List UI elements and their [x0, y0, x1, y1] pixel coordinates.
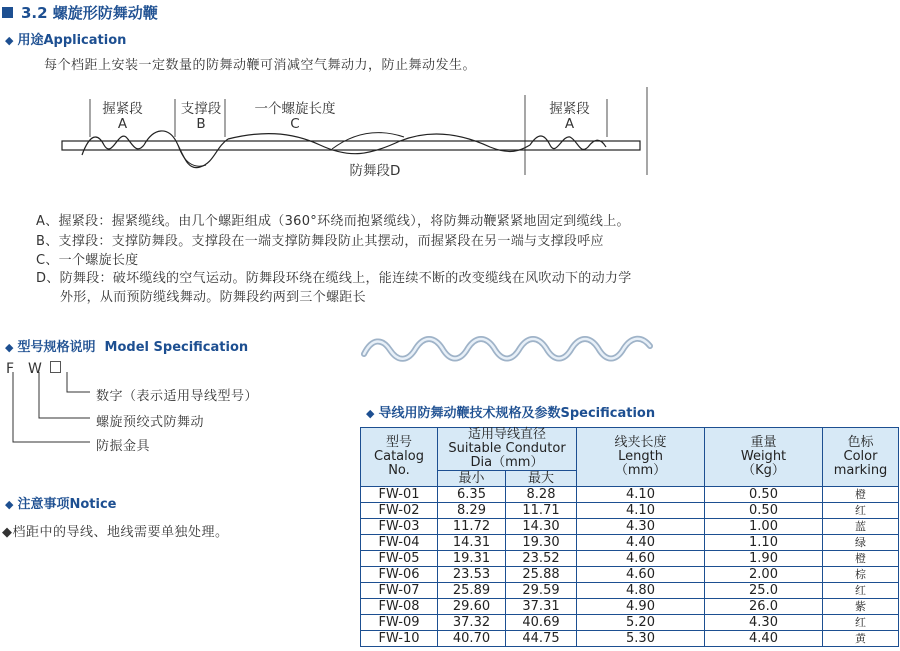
desc-a: A、握紧段：握紧缆线。由几个螺距组成（360°环绕而抱紧缆线），将防舞动鞭紧紧地固定到缆线上。 — [36, 214, 630, 229]
cell-min: 25.89 — [438, 583, 506, 599]
table-row — [361, 631, 899, 647]
col-type-en2: No. — [388, 463, 410, 478]
cell-max: 40.69 — [506, 615, 577, 631]
cell-wt: 2.00 — [705, 567, 823, 583]
cell-max: 8.28 — [506, 487, 577, 503]
cell-len: 5.30 — [577, 631, 705, 647]
col-min: 最小 — [438, 471, 506, 487]
grip-left-label — [95, 102, 150, 132]
cell-len: 4.30 — [577, 519, 705, 535]
photo-wave-outer — [364, 339, 650, 359]
cell-wt: 4.30 — [705, 615, 823, 631]
col-wt-unit: （Kg） — [742, 463, 785, 478]
cell-min: 14.31 — [438, 535, 506, 551]
cell-max: 23.52 — [506, 551, 577, 567]
cell-no: FW-02 — [361, 503, 438, 519]
notice-text: ◆档距中的导线、地线需要单独处理。 — [2, 525, 229, 540]
col-dia-en1: Suitable Condutor — [448, 441, 566, 456]
table-row — [361, 503, 899, 519]
col-color-en1: Color — [843, 449, 878, 464]
cell-color: 绿 — [823, 535, 899, 551]
col-dia — [438, 428, 577, 471]
col-max: 最大 — [506, 471, 577, 487]
model-heading — [5, 336, 248, 355]
diamond-bullet-icon: ◆ — [5, 341, 14, 354]
table-row — [361, 615, 899, 631]
model-item-w: 螺旋预绞式防舞动 — [96, 415, 205, 430]
cell-color: 橙 — [823, 487, 899, 503]
model-heading-en: Model Specification — [104, 340, 249, 355]
cell-len: 4.60 — [577, 567, 705, 583]
cell-no: FW-05 — [361, 551, 438, 567]
diamond-bullet-icon: ◆ — [5, 34, 14, 47]
cell-min: 11.72 — [438, 519, 506, 535]
section-title — [2, 2, 158, 23]
col-wt-en: Weight — [740, 449, 787, 464]
col-weight — [705, 428, 823, 487]
col-dia-en2: Dia（mm） — [470, 455, 544, 470]
table-row — [361, 519, 899, 535]
cell-min: 19.31 — [438, 551, 506, 567]
grip-right-label-text: 握紧段 — [549, 101, 590, 117]
cell-max: 14.30 — [506, 519, 577, 535]
cell-color: 橙 — [823, 551, 899, 567]
model-line-digit — [67, 372, 90, 392]
col-color — [823, 428, 899, 487]
cell-no: FW-06 — [361, 567, 438, 583]
cell-min: 40.70 — [438, 631, 506, 647]
support-letter: B — [196, 116, 206, 132]
col-type-en1: Catalog — [374, 449, 424, 464]
spec-table-body — [361, 487, 899, 647]
cell-max: 11.71 — [506, 503, 577, 519]
desc-c: C、一个螺旋长度 — [36, 253, 139, 268]
model-item-digit: 数字（表示适用导线型号） — [96, 389, 259, 404]
table-row — [361, 535, 899, 551]
cell-wt: 1.00 — [705, 519, 823, 535]
table-row — [361, 583, 899, 599]
cell-max: 19.30 — [506, 535, 577, 551]
desc-b: B、支撑段：支撑防舞段。支撑段在一端支撑防舞段防止其摆动，而握紧段在另一端与支撑段呼应 — [36, 234, 604, 249]
cell-max: 37.31 — [506, 599, 577, 615]
grip-right-label — [542, 102, 597, 132]
cell-wt: 26.0 — [705, 599, 823, 615]
table-row — [361, 599, 899, 615]
desc-d-cont: 外形，从而预防缆线舞动。防舞段约两到三个螺距长 — [60, 290, 366, 305]
model-line-f — [13, 372, 90, 442]
application-text: 每个档距上安装一定数量的防舞动鞭可消减空气舞动力，防止舞动发生。 — [44, 58, 477, 73]
model-line-w — [39, 372, 90, 418]
cell-no: FW-04 — [361, 535, 438, 551]
cell-no: FW-10 — [361, 631, 438, 647]
col-len-unit: （mm） — [614, 463, 667, 478]
cell-color: 黄 — [823, 631, 899, 647]
cell-max: 29.59 — [506, 583, 577, 599]
cell-wt: 0.50 — [705, 487, 823, 503]
helix-label — [245, 102, 345, 132]
col-color-en2: marking — [833, 463, 888, 478]
model-lines — [0, 372, 100, 452]
cell-no: FW-07 — [361, 583, 438, 599]
cell-min: 6.35 — [438, 487, 506, 503]
cell-len: 4.60 — [577, 551, 705, 567]
cell-wt: 25.0 — [705, 583, 823, 599]
grip-left-label-text: 握紧段 — [102, 101, 143, 117]
model-letter-f: F — [6, 361, 15, 377]
col-len-cn: 线夹长度 — [614, 435, 667, 450]
col-type — [361, 428, 438, 487]
table-row — [361, 551, 899, 567]
grip-left-letter: A — [117, 116, 128, 132]
cell-color: 棕 — [823, 567, 899, 583]
model-letter-w: W — [28, 361, 42, 377]
support-label-text: 支撑段 — [180, 101, 222, 117]
cell-color: 蓝 — [823, 519, 899, 535]
notice-heading — [5, 493, 116, 512]
cell-wt: 0.50 — [705, 503, 823, 519]
cell-color: 红 — [823, 583, 899, 599]
notice-heading-text: 注意事项Notice — [17, 497, 117, 512]
cell-no: FW-09 — [361, 615, 438, 631]
cell-wt: 1.90 — [705, 551, 823, 567]
cell-max: 25.88 — [506, 567, 577, 583]
model-lines-svg — [0, 372, 100, 452]
cell-len: 4.10 — [577, 503, 705, 519]
col-color-cn: 色标 — [847, 435, 874, 450]
cell-len: 4.80 — [577, 583, 705, 599]
cell-min: 29.60 — [438, 599, 506, 615]
col-dia-cn: 适用导线直径 — [468, 427, 547, 442]
spec-table — [360, 427, 899, 647]
col-length — [577, 428, 705, 487]
cell-color: 红 — [823, 615, 899, 631]
col-wt-cn: 重量 — [750, 435, 777, 450]
section-title-text: 3.2 螺旋形防舞动鞭 — [21, 4, 158, 22]
col-len-en: Length — [618, 449, 663, 464]
cell-min: 37.32 — [438, 615, 506, 631]
cell-min: 23.53 — [438, 567, 506, 583]
diamond-bullet-icon: ◆ — [366, 407, 375, 420]
cell-no: FW-03 — [361, 519, 438, 535]
damper-label: 防舞段D — [349, 163, 401, 179]
cell-no: FW-01 — [361, 487, 438, 503]
application-heading-text: 用途Application — [17, 33, 127, 48]
spec-heading — [366, 402, 655, 421]
diamond-bullet-icon: ◆ — [5, 498, 14, 511]
model-heading-cn: 型号规格说明 — [17, 340, 96, 355]
model-item-f: 防振金具 — [96, 439, 151, 454]
cell-wt: 1.10 — [705, 535, 823, 551]
spec-heading-text: 导线用防舞动鞭技术规格及参数Specification — [378, 406, 656, 421]
cell-color: 紫 — [823, 599, 899, 615]
cell-max: 44.75 — [506, 631, 577, 647]
spec-table-header — [361, 428, 899, 487]
desc-d: D、防舞段：破坏缆线的空气运动。防舞段环绕在缆线上，能连续不断的改变缆线在风吹动下的动力学 — [36, 271, 632, 286]
grip-right-letter: A — [564, 116, 575, 132]
damper-photo-svg — [360, 328, 660, 368]
cell-color: 红 — [823, 503, 899, 519]
helix-label-text: 一个螺旋长度 — [254, 101, 336, 117]
cell-len: 4.10 — [577, 487, 705, 503]
cell-len: 5.20 — [577, 615, 705, 631]
table-row — [361, 487, 899, 503]
square-bullet-icon — [2, 7, 13, 18]
table-row — [361, 567, 899, 583]
cell-len: 4.40 — [577, 535, 705, 551]
cell-len: 4.90 — [577, 599, 705, 615]
helix-letter: C — [290, 116, 300, 132]
cell-wt: 4.40 — [705, 631, 823, 647]
support-label — [177, 102, 225, 132]
application-heading — [5, 29, 126, 48]
col-type-cn: 型号 — [385, 435, 412, 450]
cell-no: FW-08 — [361, 599, 438, 615]
damper-photo — [360, 328, 660, 368]
cell-min: 8.29 — [438, 503, 506, 519]
